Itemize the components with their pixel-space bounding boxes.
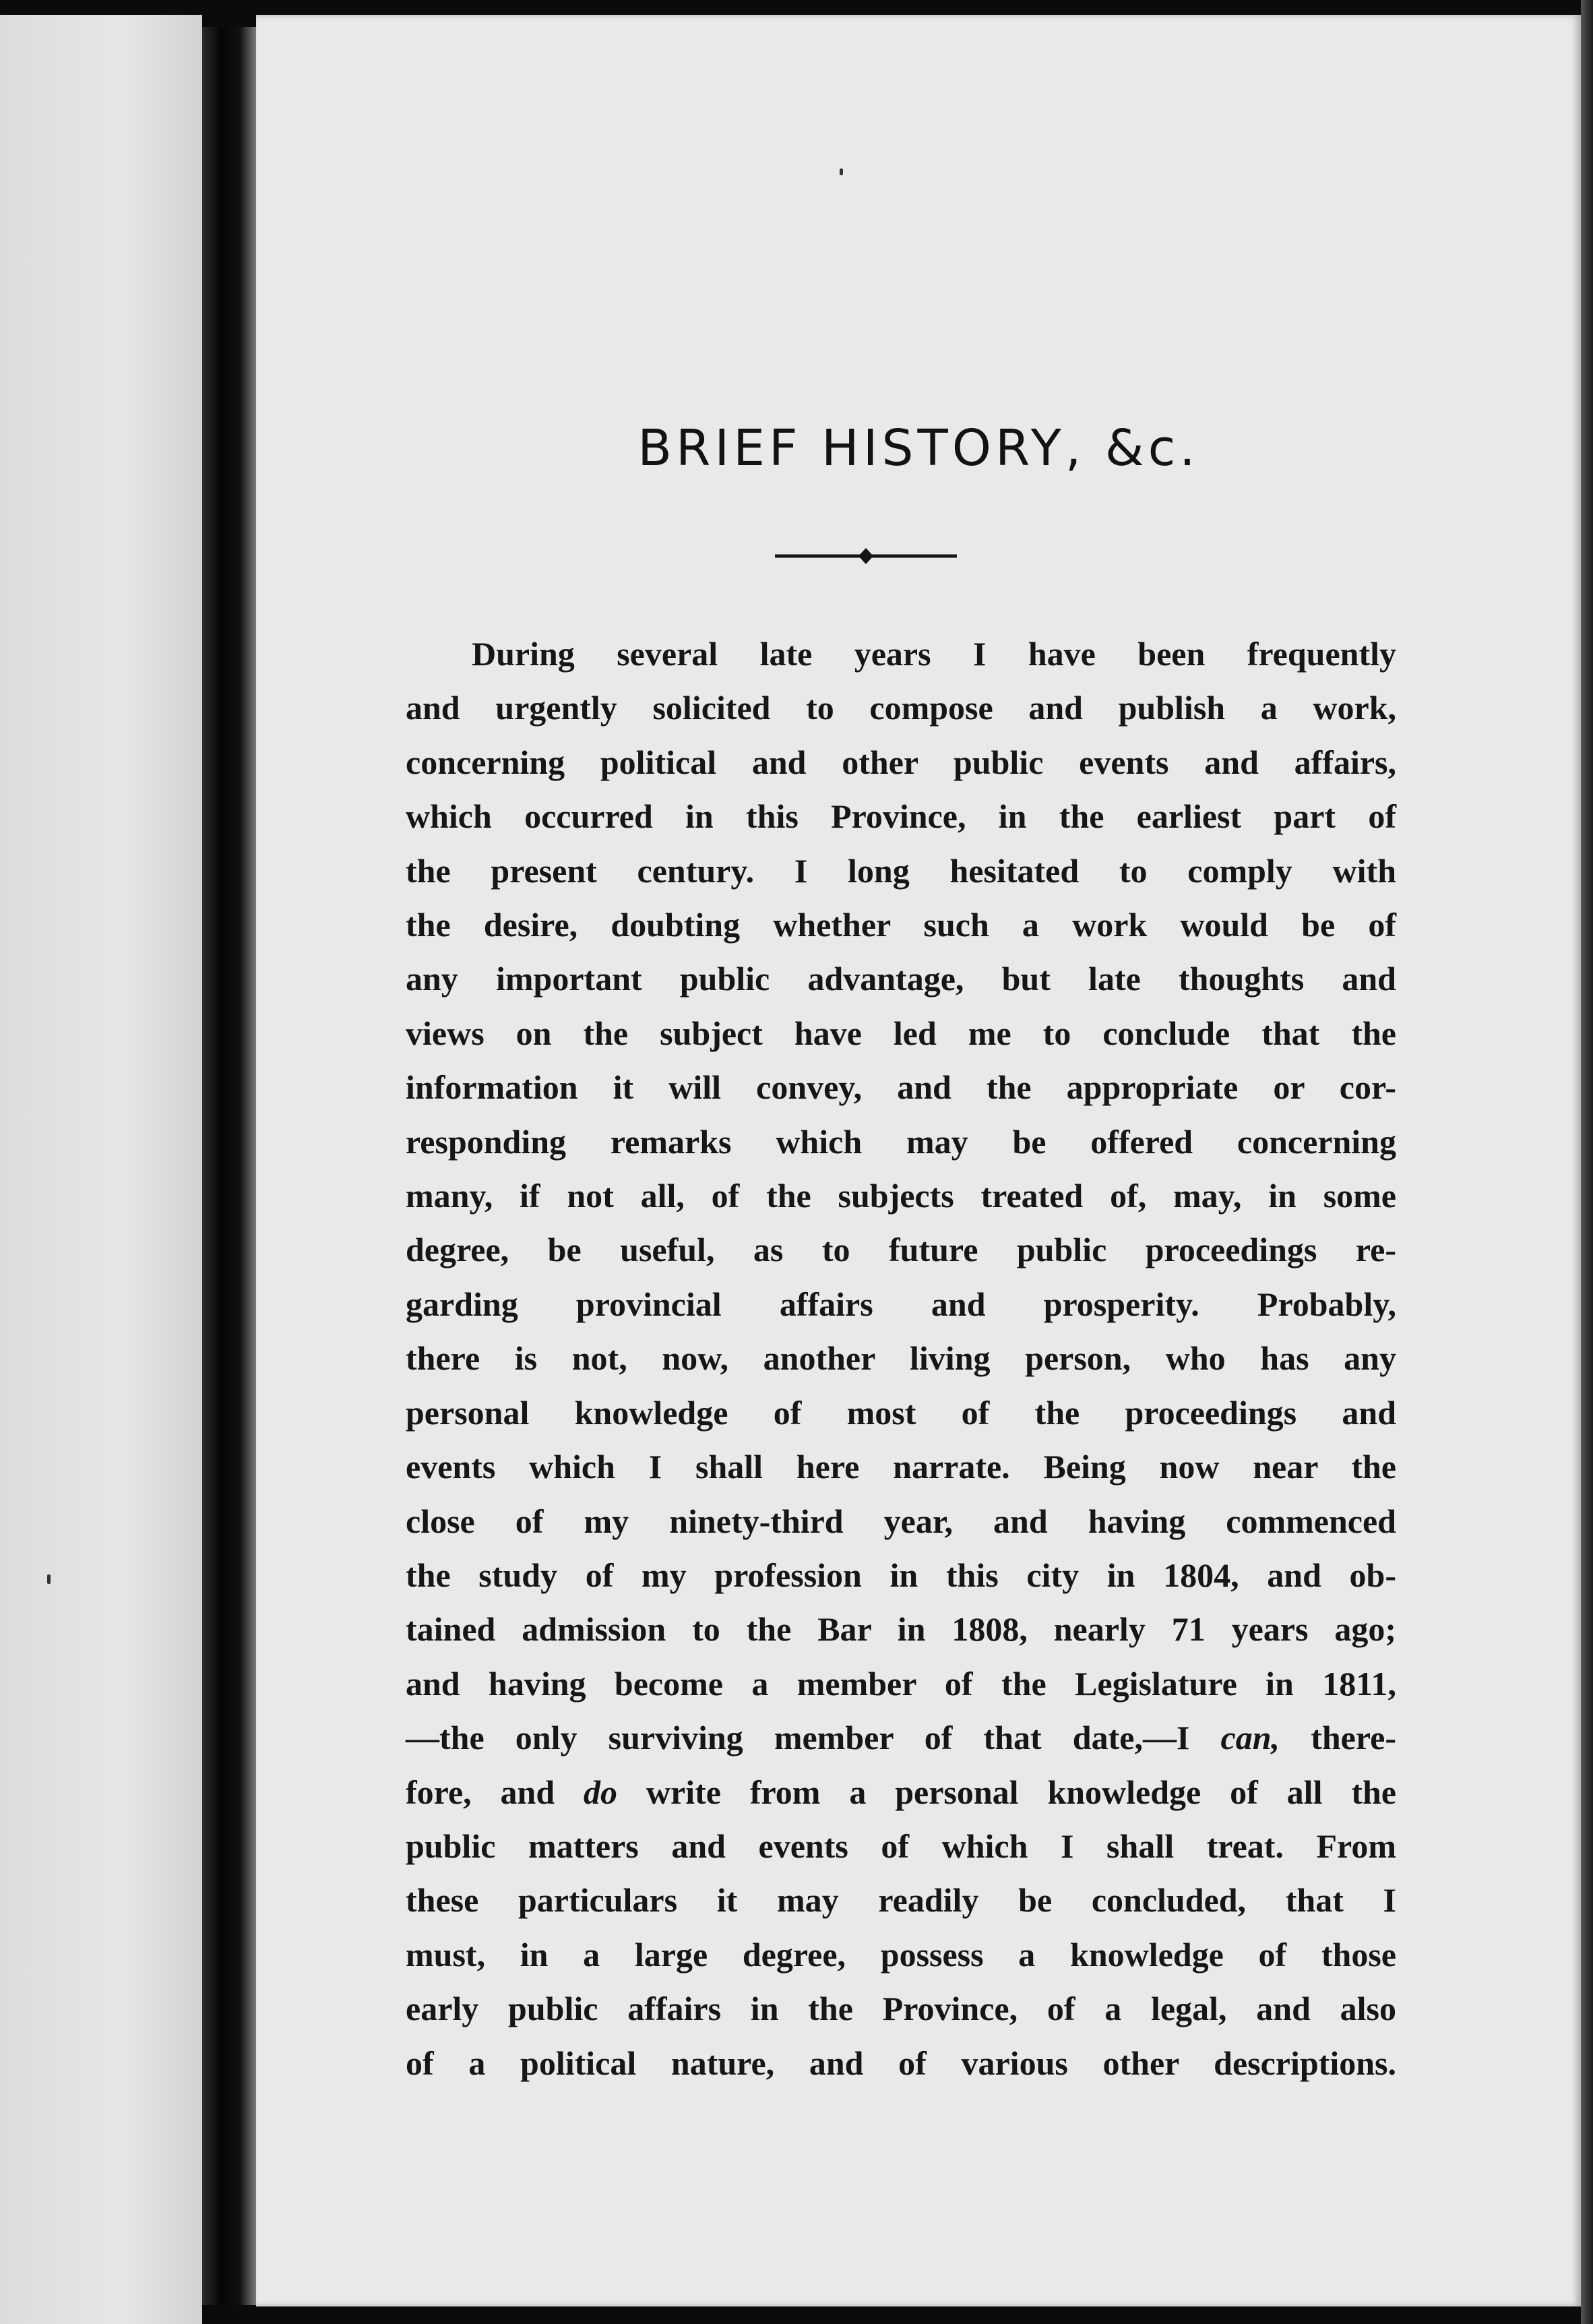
paragraph-line: these particulars it may readily be concluded, that I [406,1881,1396,1920]
paragraph-line: garding provincial affairs and prosperity. Probably, [406,1285,1396,1323]
paragraph-line: information it will convey, and the appropriate or cor- [406,1068,1396,1107]
paragraph-line: views on the subject have led me to conclude that the [406,1014,1396,1052]
line-text: there- [1280,1719,1396,1757]
divider-ornament-icon [775,546,957,566]
page-edge-shadow [1581,0,1593,2324]
page [256,15,1581,2306]
book-gutter [202,27,256,2305]
paragraph-line: tained admission to the Bar in 1808, nearly 71 years ago; [406,1610,1396,1649]
paragraph-line: the desire, doubting whether such a work would be of [406,906,1396,944]
paper-speck [47,1574,51,1584]
facing-page-edge [0,15,202,2324]
paragraph-line: and urgently solicited to compose and publish a work, [406,689,1396,727]
paragraph-line: the present century. I long hesitated to comply with [406,851,1396,890]
paragraph-line: events which I shall here narrate. Being now near the [406,1448,1396,1486]
paragraph-line: of a political nature, and of various other descriptions. [406,2044,1396,2082]
line-text: —the only surviving member of that date,—I [406,1719,1221,1757]
paragraph-line: public matters and events of which I shall treat. From [406,1827,1396,1865]
paragraph-line: any important public advantage, but late thoughts and [406,960,1396,998]
paragraph-line: responding remarks which may be offered concerning [406,1122,1396,1161]
paragraph-line: personal knowledge of most of the proceedings and [406,1393,1396,1432]
paper-speck [840,169,843,175]
emphasis-text: can, [1220,1719,1280,1757]
paragraph-line: and having become a member of the Legislature in 1811, [406,1664,1396,1703]
paragraph-line: During several late years I have been frequently [472,635,1396,673]
page-title: BRIEF HISTORY, &c. [637,419,1199,477]
emphasis-text: do [584,1773,618,1811]
paragraph-line: concerning political and other public events and affairs, [406,743,1396,781]
paragraph-line: there is not, now, another living person, who has any [406,1339,1396,1378]
paragraph-line-with-emphasis [406,1765,1396,1819]
paragraph-line: early public affairs in the Province, of a legal, and also [406,1990,1396,2028]
body-paragraph [406,627,1396,2090]
line-text: fore, and [406,1773,584,1811]
line-text: write from a personal knowledge of all the [617,1773,1396,1811]
paragraph-line: degree, be useful, as to future public proceedings re- [406,1231,1396,1269]
paragraph-line: the study of my profession in this city in 1804, and ob- [406,1556,1396,1594]
paragraph-line: many, if not all, of the subjects treated of, may, in some [406,1177,1396,1215]
paragraph-line: must, in a large degree, possess a knowledge of those [406,1935,1396,1974]
paragraph-line: close of my ninety-third year, and having commenced [406,1502,1396,1540]
paragraph-line-with-emphasis [406,1711,1396,1765]
paragraph-line: which occurred in this Province, in the earliest part of [406,797,1396,836]
